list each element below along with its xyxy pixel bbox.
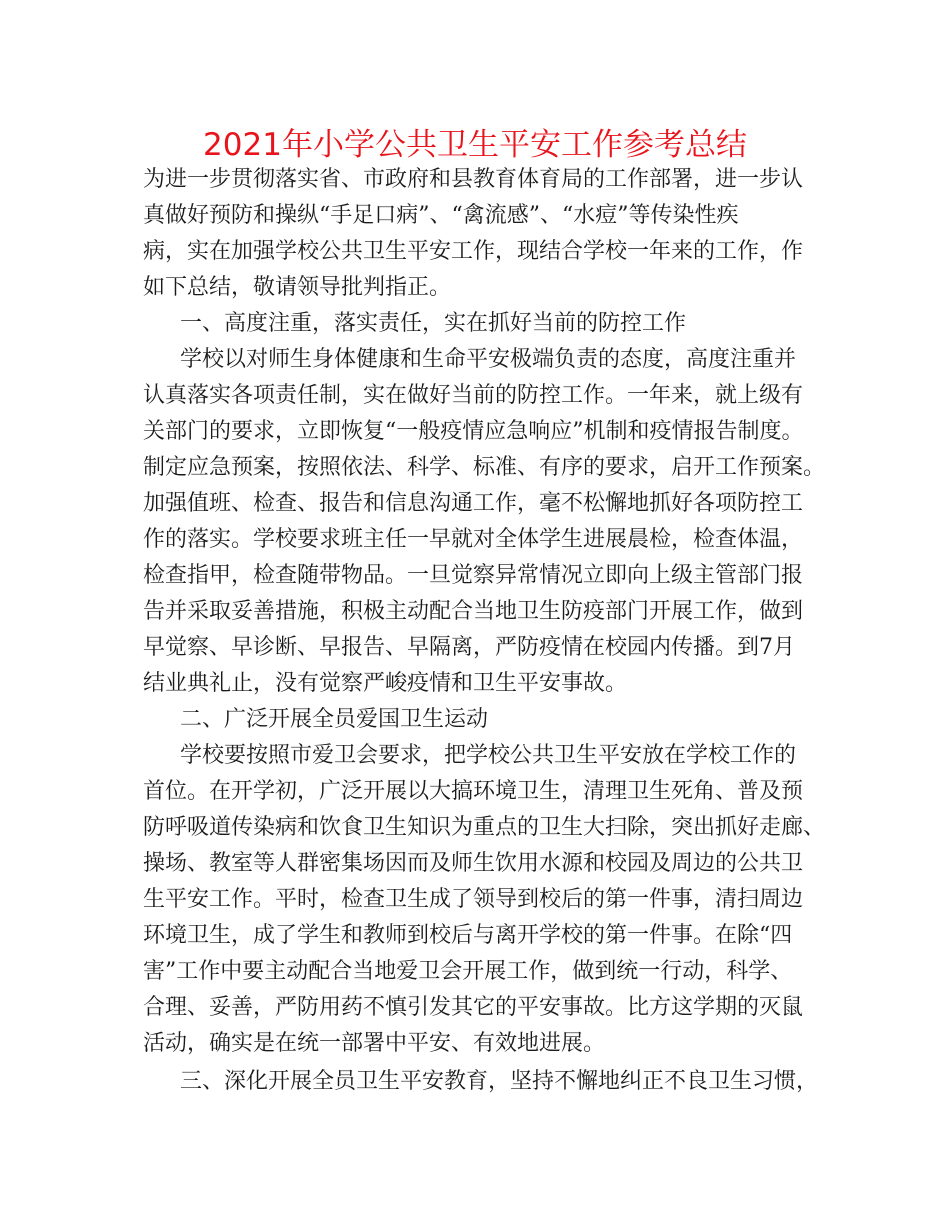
paragraph-line: 关部门的要求，立即恢复“一般疫情应急响应”机制和疫情报告制度。 <box>143 419 804 444</box>
paragraph-line: 加强值班、检查、报告和信息沟通工作，毫不松懈地抓好各项防控工 <box>143 491 804 516</box>
paragraph-line: 告并采取妥善措施，积极主动配合当地卫生防疫部门开展工作，做到 <box>143 599 804 624</box>
paragraph-line: 真做好预防和操纵“手足口病”、“禽流感”、“水痘”等传染性疾 <box>143 203 739 228</box>
paragraph-line: 认真落实各项责任制，实在做好当前的防控工作。一年来，就上级有 <box>143 383 804 408</box>
paragraph-line: 合理、妥善，严防用药不慎引发其它的平安事故。比方这学期的灭鼠 <box>143 995 804 1020</box>
paragraph-line: 结业典礼止，没有觉察严峻疫情和卫生平安事故。 <box>143 671 628 696</box>
paragraph-line: 生平安工作。平时，检查卫生成了领导到校后的第一件事，清扫周边 <box>143 887 804 912</box>
paragraph-line: 防呼吸道传染病和饮食卫生知识为重点的卫生大扫除，突出抓好走廊、 <box>143 815 826 840</box>
section-heading: 三、深化开展全员卫生平安教育，坚持不懈地纠正不良卫生习惯， <box>180 1069 819 1094</box>
document-title: 2021年小学公共卫生平安工作参考总结 <box>203 127 747 163</box>
paragraph-line: 环境卫生，成了学生和教师到校后与离开学校的第一件事。在除“四 <box>143 923 793 948</box>
paragraph-line: 病，实在加强学校公共卫生平安工作，现结合学校一年来的工作，作 <box>143 239 804 264</box>
paragraph-line: 学校以对师生身体健康和生命平安极端负责的态度，高度注重并 <box>180 347 797 372</box>
paragraph-line: 早觉察、早诊断、早报告、早隔离，严防疫情在校园内传播。到7月 <box>143 635 795 660</box>
paragraph-line: 制定应急预案，按照依法、科学、标准、有序的要求，启开工作预案。 <box>143 455 826 480</box>
paragraph-line: 学校要按照市爱卫会要求，把学校公共卫生平安放在学校工作的 <box>180 743 797 768</box>
section-heading: 一、高度注重，落实责任，实在抓好当前的防控工作 <box>180 311 687 336</box>
paragraph-line: 如下总结，敬请领导批判指正。 <box>143 275 452 300</box>
paragraph-line: 害”工作中要主动配合当地爱卫会开展工作，做到统一行动，科学、 <box>143 959 793 984</box>
paragraph-line: 操场、教室等人群密集场因而及师生饮用水源和校园及周边的公共卫 <box>143 851 804 876</box>
paragraph-line: 作的落实。学校要求班主任一早就对全体学生进展晨检，检查体温， <box>143 527 804 552</box>
paragraph-line: 为进一步贯彻落实省、市政府和县教育体育局的工作部署，进一步认 <box>143 167 804 192</box>
paragraph-line: 首位。在开学初，广泛开展以大搞环境卫生，清理卫生死角、普及预 <box>143 779 804 804</box>
paragraph-line: 检查指甲，检查随带物品。一旦觉察异常情况立即向上级主管部门报 <box>143 563 804 588</box>
paragraph-line: 活动，确实是在统一部署中平安、有效地进展。 <box>143 1031 606 1056</box>
section-heading: 二、广泛开展全员爱国卫生运动 <box>180 707 489 732</box>
